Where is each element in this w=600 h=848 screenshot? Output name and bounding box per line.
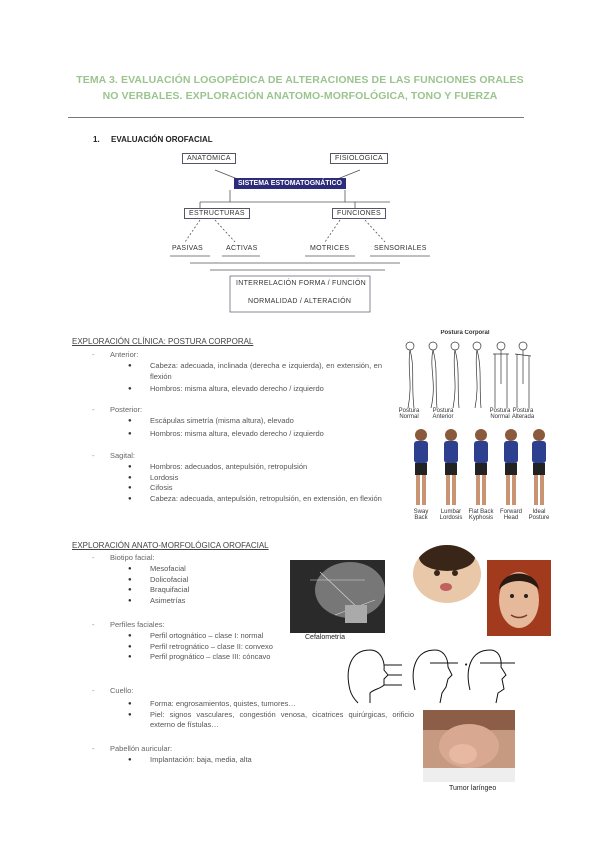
posterior-label: - Posterior: bbox=[110, 405, 142, 414]
list-item: ● Cabeza: adecuada, antepulsión, retropulsión, en extensión, en flexión bbox=[128, 494, 388, 505]
section-number: 1. bbox=[93, 135, 100, 144]
posture-silhouettes bbox=[395, 338, 535, 418]
list-item: ● Dolicofacial bbox=[128, 575, 268, 586]
document-title bbox=[60, 72, 540, 104]
list-item: ● Cabeza: adecuada, inclinada (derecha e izquierda), en extensión, en flexión bbox=[128, 361, 382, 382]
teen-photo bbox=[487, 560, 551, 636]
label-interrelacion: INTERRELACIÓN FORMA / FUNCIÓN bbox=[236, 280, 367, 287]
list-item: ● Lordosis bbox=[128, 473, 388, 484]
tumor-photo bbox=[423, 710, 515, 782]
figure-caption: Postura Anterior bbox=[432, 408, 454, 420]
sagittal-people bbox=[405, 425, 555, 509]
sagital-list bbox=[128, 462, 388, 504]
label-funciones: FUNCIONES bbox=[332, 208, 386, 219]
pabellon-list bbox=[128, 755, 328, 766]
photo-caption: Lumbar Lordosis bbox=[439, 509, 463, 521]
list-item: ● Perfil retrognático – clase II: convexo bbox=[128, 642, 282, 653]
label-sensoriales: SENSORIALES bbox=[374, 245, 427, 252]
photo-caption: Ideal Posture bbox=[528, 509, 550, 521]
title-line-2: NO VERBALES. EXPLORACIÓN ANATOMO-MORFOLÓGICA, TONO Y FUERZA bbox=[102, 90, 498, 102]
label-pasivas: PASIVAS bbox=[172, 245, 204, 252]
title-line-1: TEMA 3. EVALUACIÓN LOGOPÉDICA DE ALTERACIONES DE LAS FUNCIONES ORALES bbox=[76, 74, 524, 86]
label-activas: ACTIVAS bbox=[226, 245, 258, 252]
figure-caption: Postura Normal bbox=[398, 408, 420, 420]
section-heading bbox=[93, 135, 213, 144]
photo-caption: Flat Back Kyphosis bbox=[468, 509, 494, 521]
baby-photo bbox=[413, 545, 481, 603]
postura-figure bbox=[395, 330, 535, 420]
tumor-neck bbox=[423, 710, 515, 782]
biotipo-list bbox=[128, 564, 268, 606]
cefalometria-label: Cefalometría bbox=[305, 634, 346, 641]
anterior-label: - Anterior: bbox=[110, 350, 138, 359]
baby-face bbox=[413, 545, 481, 603]
list-item: ● Perfil ortognático – clase I: normal bbox=[128, 631, 282, 642]
facial-profiles-drawing bbox=[340, 645, 520, 705]
title-divider bbox=[68, 117, 524, 118]
pabellon-label: - Pabellón auricular: bbox=[110, 744, 172, 753]
perfiles-list bbox=[128, 631, 282, 663]
label-sistema: SISTEMA ESTOMATOGNÁTICO bbox=[234, 178, 346, 189]
postura-figure-title: Postura Corporal bbox=[440, 330, 490, 336]
label-normalidad: NORMALIDAD / ALTERACIÓN bbox=[248, 298, 352, 305]
sagittal-photos bbox=[405, 425, 555, 525]
list-item: ● Asimetrías bbox=[128, 596, 268, 607]
sagital-label: - Sagital: bbox=[110, 451, 135, 460]
label-anatomica: ANATÓMICA bbox=[182, 153, 236, 164]
perfiles-label: - Perfiles faciales: bbox=[110, 620, 165, 629]
list-item: ● Hombros: adecuados, antepulsión, retropulsión bbox=[128, 462, 388, 473]
stomatognathic-diagram bbox=[160, 150, 436, 315]
list-item: ● Mesofacial bbox=[128, 564, 268, 575]
list-item: ● Cifosis bbox=[128, 483, 388, 494]
photo-caption: Forward Head bbox=[499, 509, 522, 521]
list-item: ● Hombros: misma altura, elevado derecho / izquierdo bbox=[128, 429, 382, 440]
list-item: ● Braquifacial bbox=[128, 585, 268, 596]
cuello-label: - Cuello: bbox=[110, 686, 133, 695]
list-item: ● Implantación: baja, media, alta bbox=[128, 755, 328, 766]
section-title: EVALUACIÓN OROFACIAL bbox=[111, 135, 213, 144]
anterior-list bbox=[128, 361, 382, 395]
label-motrices: MOTRICES bbox=[310, 245, 350, 252]
diagram-lines bbox=[160, 150, 436, 315]
teen-face bbox=[487, 560, 551, 636]
postura-heading: EXPLORACIÓN CLÍNICA: POSTURA CORPORAL bbox=[72, 337, 254, 346]
photo-caption: Sway Back bbox=[413, 509, 429, 521]
figure-caption: Postura Alterada bbox=[511, 408, 535, 420]
label-estructuras: ESTRUCTURAS bbox=[184, 208, 250, 219]
list-item: ● Hombros: misma altura, elevado derecho / izquierdo bbox=[128, 384, 382, 395]
anatomo-heading: EXPLORACIÓN ANATO-MORFOLÓGICA OROFACIAL bbox=[72, 541, 269, 550]
xray-drawing bbox=[290, 560, 385, 633]
list-item: ● Perfil prognático – clase III: cóncavo bbox=[128, 652, 282, 663]
biotipo-label: - Biotipo facial: bbox=[110, 553, 155, 562]
figure-caption: Postura Normal bbox=[489, 408, 511, 420]
list-item: ● Piel: signos vasculares, congestión venosa, cicatrices quirúrgicas, orificio externo de fístulas… bbox=[128, 710, 414, 731]
list-item: ● Escápulas simetría (misma altura), elevado bbox=[128, 416, 382, 427]
tumor-caption: Tumor laríngeo bbox=[449, 785, 497, 792]
svg-text:•: • bbox=[464, 661, 469, 669]
label-fisiologica: FISIOLÓGICA bbox=[330, 153, 388, 164]
posterior-list bbox=[128, 416, 382, 439]
cephalometric-xray-image bbox=[290, 560, 385, 633]
list-item: ● Forma: engrosamientos, quistes, tumores… bbox=[128, 699, 414, 710]
